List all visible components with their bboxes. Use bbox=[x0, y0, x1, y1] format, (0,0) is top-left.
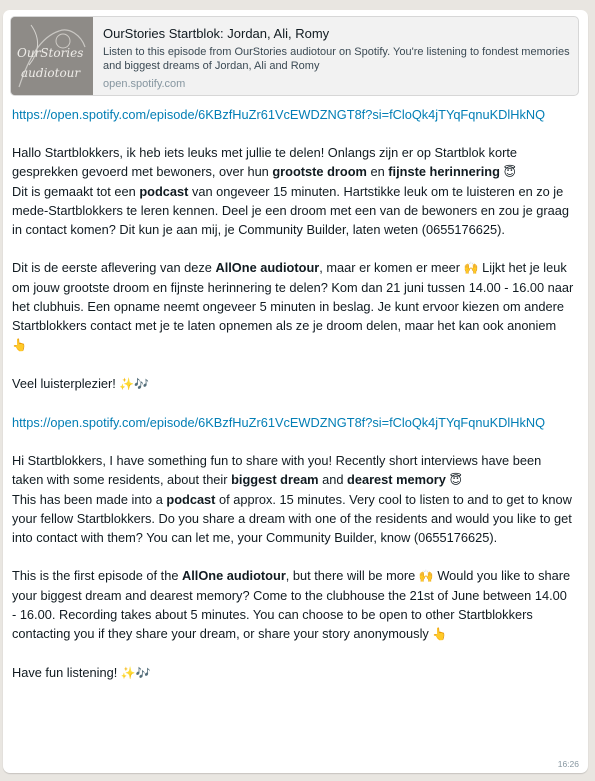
thumb-text-1: OurStories bbox=[17, 46, 84, 60]
preview-description: Listen to this episode from OurStories audiotour on Spotify. You're listening to fondest memories and biggest dreams of Jordan, Ali and Romy bbox=[103, 46, 570, 72]
sparkles-music-emoji-icon: ✨🎶 bbox=[120, 666, 151, 680]
raised-hands-emoji-icon: 🙌 bbox=[418, 569, 434, 583]
preview-title: OurStories Startblok: Jordan, Ali, Romy bbox=[103, 26, 330, 41]
raised-hands-emoji-icon: 🙌 bbox=[463, 261, 479, 275]
pointing-up-emoji-icon: 👆 bbox=[12, 338, 27, 352]
dutch-paragraph-3: Veel luisterplezier! ✨🎶 bbox=[12, 376, 150, 391]
dutch-paragraph-1: Hallo Startblokkers, ik heb iets leuks met jullie te delen! Onlangs zijn er op Startblok korte gesprekken gevoerd met bewoners, over hun grootste droom en fijnste herinnering 😇 Dit is gemaakt tot een podcast van ongeveer 15 minuten. Hartstikke leuk om te luisteren en zo je mede-Startblokkers te leren kennen. Deel je een droom met een van de bewoners en zou je graag in contact komen? Dit kun je aan mij, je Community Builder, laten weten (0655176625). bbox=[12, 145, 569, 237]
sparkles-music-emoji-icon: ✨🎶 bbox=[119, 377, 150, 391]
spotify-link-2[interactable]: https://open.spotify.com/episode/6KBzfHuZr61VcEWDZNGT8f?si=fCloQk4jTYqFqnuKDlHkNQ bbox=[12, 415, 546, 430]
pointing-up-emoji-icon: 👆 bbox=[432, 627, 448, 641]
spotify-link-1[interactable]: https://open.spotify.com/episode/6KBzfHuZr61VcEWDZNGT8f?si=fCloQk4jTYqFqnuKDlHkNQ bbox=[12, 107, 546, 122]
link-preview-card[interactable] bbox=[10, 16, 579, 96]
preview-thumbnail bbox=[11, 17, 93, 95]
message-text bbox=[12, 105, 574, 702]
thumb-text-2: audiotour bbox=[21, 66, 81, 80]
dutch-paragraph-2: Dit is de eerste aflevering van deze AllOne audiotour, maar er komen er meer 🙌 Lijkt het je leuk om jouw grootste droom en fijnste herinnering te delen? Kom dan 21 juni tussen 14.00 - 16.00 naar het clubhuis. Een opname neemt ongeveer 5 minuten in beslag. Je kunt ervoor kiezen om andere Startblokkers contact met je te laten opnemen als ze je droom delen, maar het kan ook anoniem 👆 bbox=[12, 260, 574, 352]
halo-emoji-icon: 😇 bbox=[449, 473, 462, 487]
english-paragraph-2: This is the first episode of the AllOne audiotour, but there will be more 🙌 Would you like to share your biggest dream and dearest memory? Come to the clubhouse the 21st of June between 14.00 - 16.00. Recording takes about 5 minutes. You can choose to be open to other Startblokkers contacting you if they share your dream, or share your story anonymously 👆 bbox=[12, 568, 571, 641]
preview-domain: open.spotify.com bbox=[103, 78, 186, 90]
message-bubble bbox=[3, 10, 588, 773]
english-paragraph-3: Have fun listening! ✨🎶 bbox=[12, 665, 151, 680]
message-timestamp: 16:26 bbox=[557, 759, 579, 769]
thumbnail-image bbox=[11, 17, 93, 95]
english-paragraph-1: Hi Startblokkers, I have something fun to share with you! Recently short interviews have been taken with some residents, about their biggest dream and dearest memory 😇 This has been made into a podcast of approx. 15 minutes. Very cool to listen to and to get to know your fellow Startblokkers. Do you share a dream with one of the residents and would you like to get into contact with them? You can let me, your Community Builder, know (0655176625). bbox=[12, 453, 572, 545]
halo-emoji-icon: 😇 bbox=[503, 165, 516, 179]
